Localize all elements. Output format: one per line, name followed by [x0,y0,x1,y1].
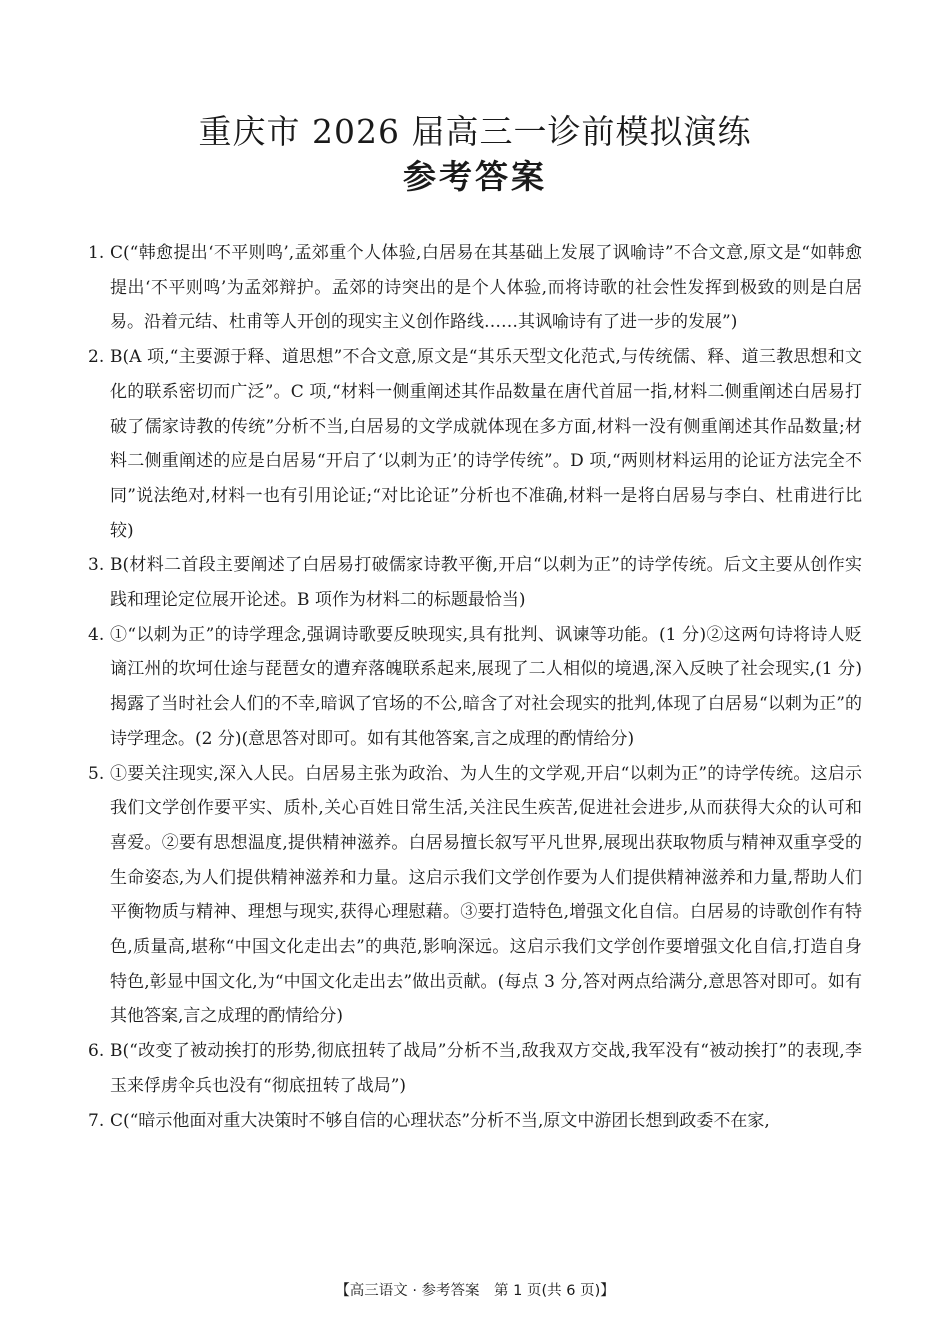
answer-number: 2. [88,347,105,368]
answer-text: ①要关注现实,深入人民。白居易主张为政治、为人生的文学观,开启“以刺为正”的诗学传统。这启示我们文学创作要平实、质朴,关心百姓日常生活,关注民生疾苦,促进社会进步,从而获得大众的认可和喜爱。②要有思想温度,提供精神滋养。白居易擅长叙写平凡世界,展现出获取物质与精神双重享受的生命姿态,为人们提供精神滋养和力量。这启示我们文学创作要为人们提供精神滋养和力量,帮助人们平衡物质与精神、理想与现实,获得心理慰藉。③要打造特色,增强文化自信。白居易的诗歌创作有特色,质量高,堪称“中国文化走出去”的典范,影响深远。这启示我们文学创作要增强文化自信,打造自身特色,彰显中国文化,为“中国文化走出去”做出贡献。(每点 3 分,答对两点给满分,意思答对即可。如有其他答案,言之成理的酌情给分) [110,763,863,1027]
page-footer: 【高三语文 · 参考答案 第 1 页(共 6 页)】 [335,1283,615,1299]
answer-text: C(“暗示他面对重大决策时不够自信的心理状态”分析不当,原文中游团长想到政委不在家, [110,1110,770,1131]
answer-number: 1. [88,243,105,263]
answer-number: 5. [88,763,105,784]
answer-item-3 [88,548,862,617]
answer-number: 3. [88,555,105,576]
answer-number: 6. [88,1041,105,1062]
answer-item-7 [88,1104,862,1139]
answer-item-6 [88,1034,862,1103]
answer-item-5 [88,757,862,1035]
answer-text: B(A 项,“主要源于释、道思想”不合文意,原文是“其乐天型文化范式,与传统儒、释、道三教思想和文化的联系密切而广泛”。C 项,“材料一侧重阐述其作品数量在唐代首屈一指,材料二侧重阐述白居易打破了儒家诗教的传统”分析不当,白居易的文学成就体现在多方面,材料一没有侧重阐述其作品数量;材料二侧重阐述的应是白居易“开启了‘以刺为正’的诗学传统”。D 项,“两则材料运用的论证方法完全不同”说法绝对,材料一也有引用论证;“对比论证”分析也不准确,材料一是将白居易与李白、杜甫进行比较) [110,347,862,541]
answer-text: B(材料二首段主要阐述了白居易打破儒家诗教平衡,开启“以刺为正”的诗学传统。后文主要从创作实践和理论定位展开论述。B 项作为材料二的标题最恰当) [110,555,862,611]
answer-number: 7. [88,1110,105,1131]
answer-text: C(“韩愈提出‘不平则鸣’,孟郊重个人体验,白居易在其基础上发展了讽喻诗”不合文意,原文是“如韩愈提出‘不平则鸣’为孟郊辩护。孟郊的诗突出的是个人体验,而将诗歌的社会性发挥到极致的则是白居易。沿着元结、杜甫等人开创的现实主义创作路线……其讽喻诗有了进一步的发展”) [110,243,862,333]
document-title: 重庆市 2026 届高三一诊前模拟演练 [198,112,752,151]
answer-text: ①“以刺为正”的诗学理念,强调诗歌要反映现实,具有批判、讽谏等功能。(1 分)②这两句诗将诗人贬谪江州的坎坷仕途与琵琶女的遭弃落魄联系起来,展现了二人相似的境遇,深入反映了社会现实,(1 分)揭露了当时社会人们的不幸,暗讽了官场的不公,暗含了对社会现实的批判,体现了白居易“以刺为正”的诗学理念。(2 分)(意思答对即可。如有其他答案,言之成理的酌情给分) [110,624,862,749]
document-subtitle: 参考答案 [403,157,547,196]
answer-number: 4. [88,624,105,645]
answer-item-4 [88,618,862,757]
answer-list [88,236,862,1138]
answer-item-1 [88,236,862,340]
answer-item-2 [88,340,862,548]
answer-text: B(“改变了被动挨打的形势,彻底扭转了战局”分析不当,敌我双方交战,我军没有“被动挨打”的表现,李玉来俘虏伞兵也没有“彻底扭转了战局”) [110,1041,862,1096]
